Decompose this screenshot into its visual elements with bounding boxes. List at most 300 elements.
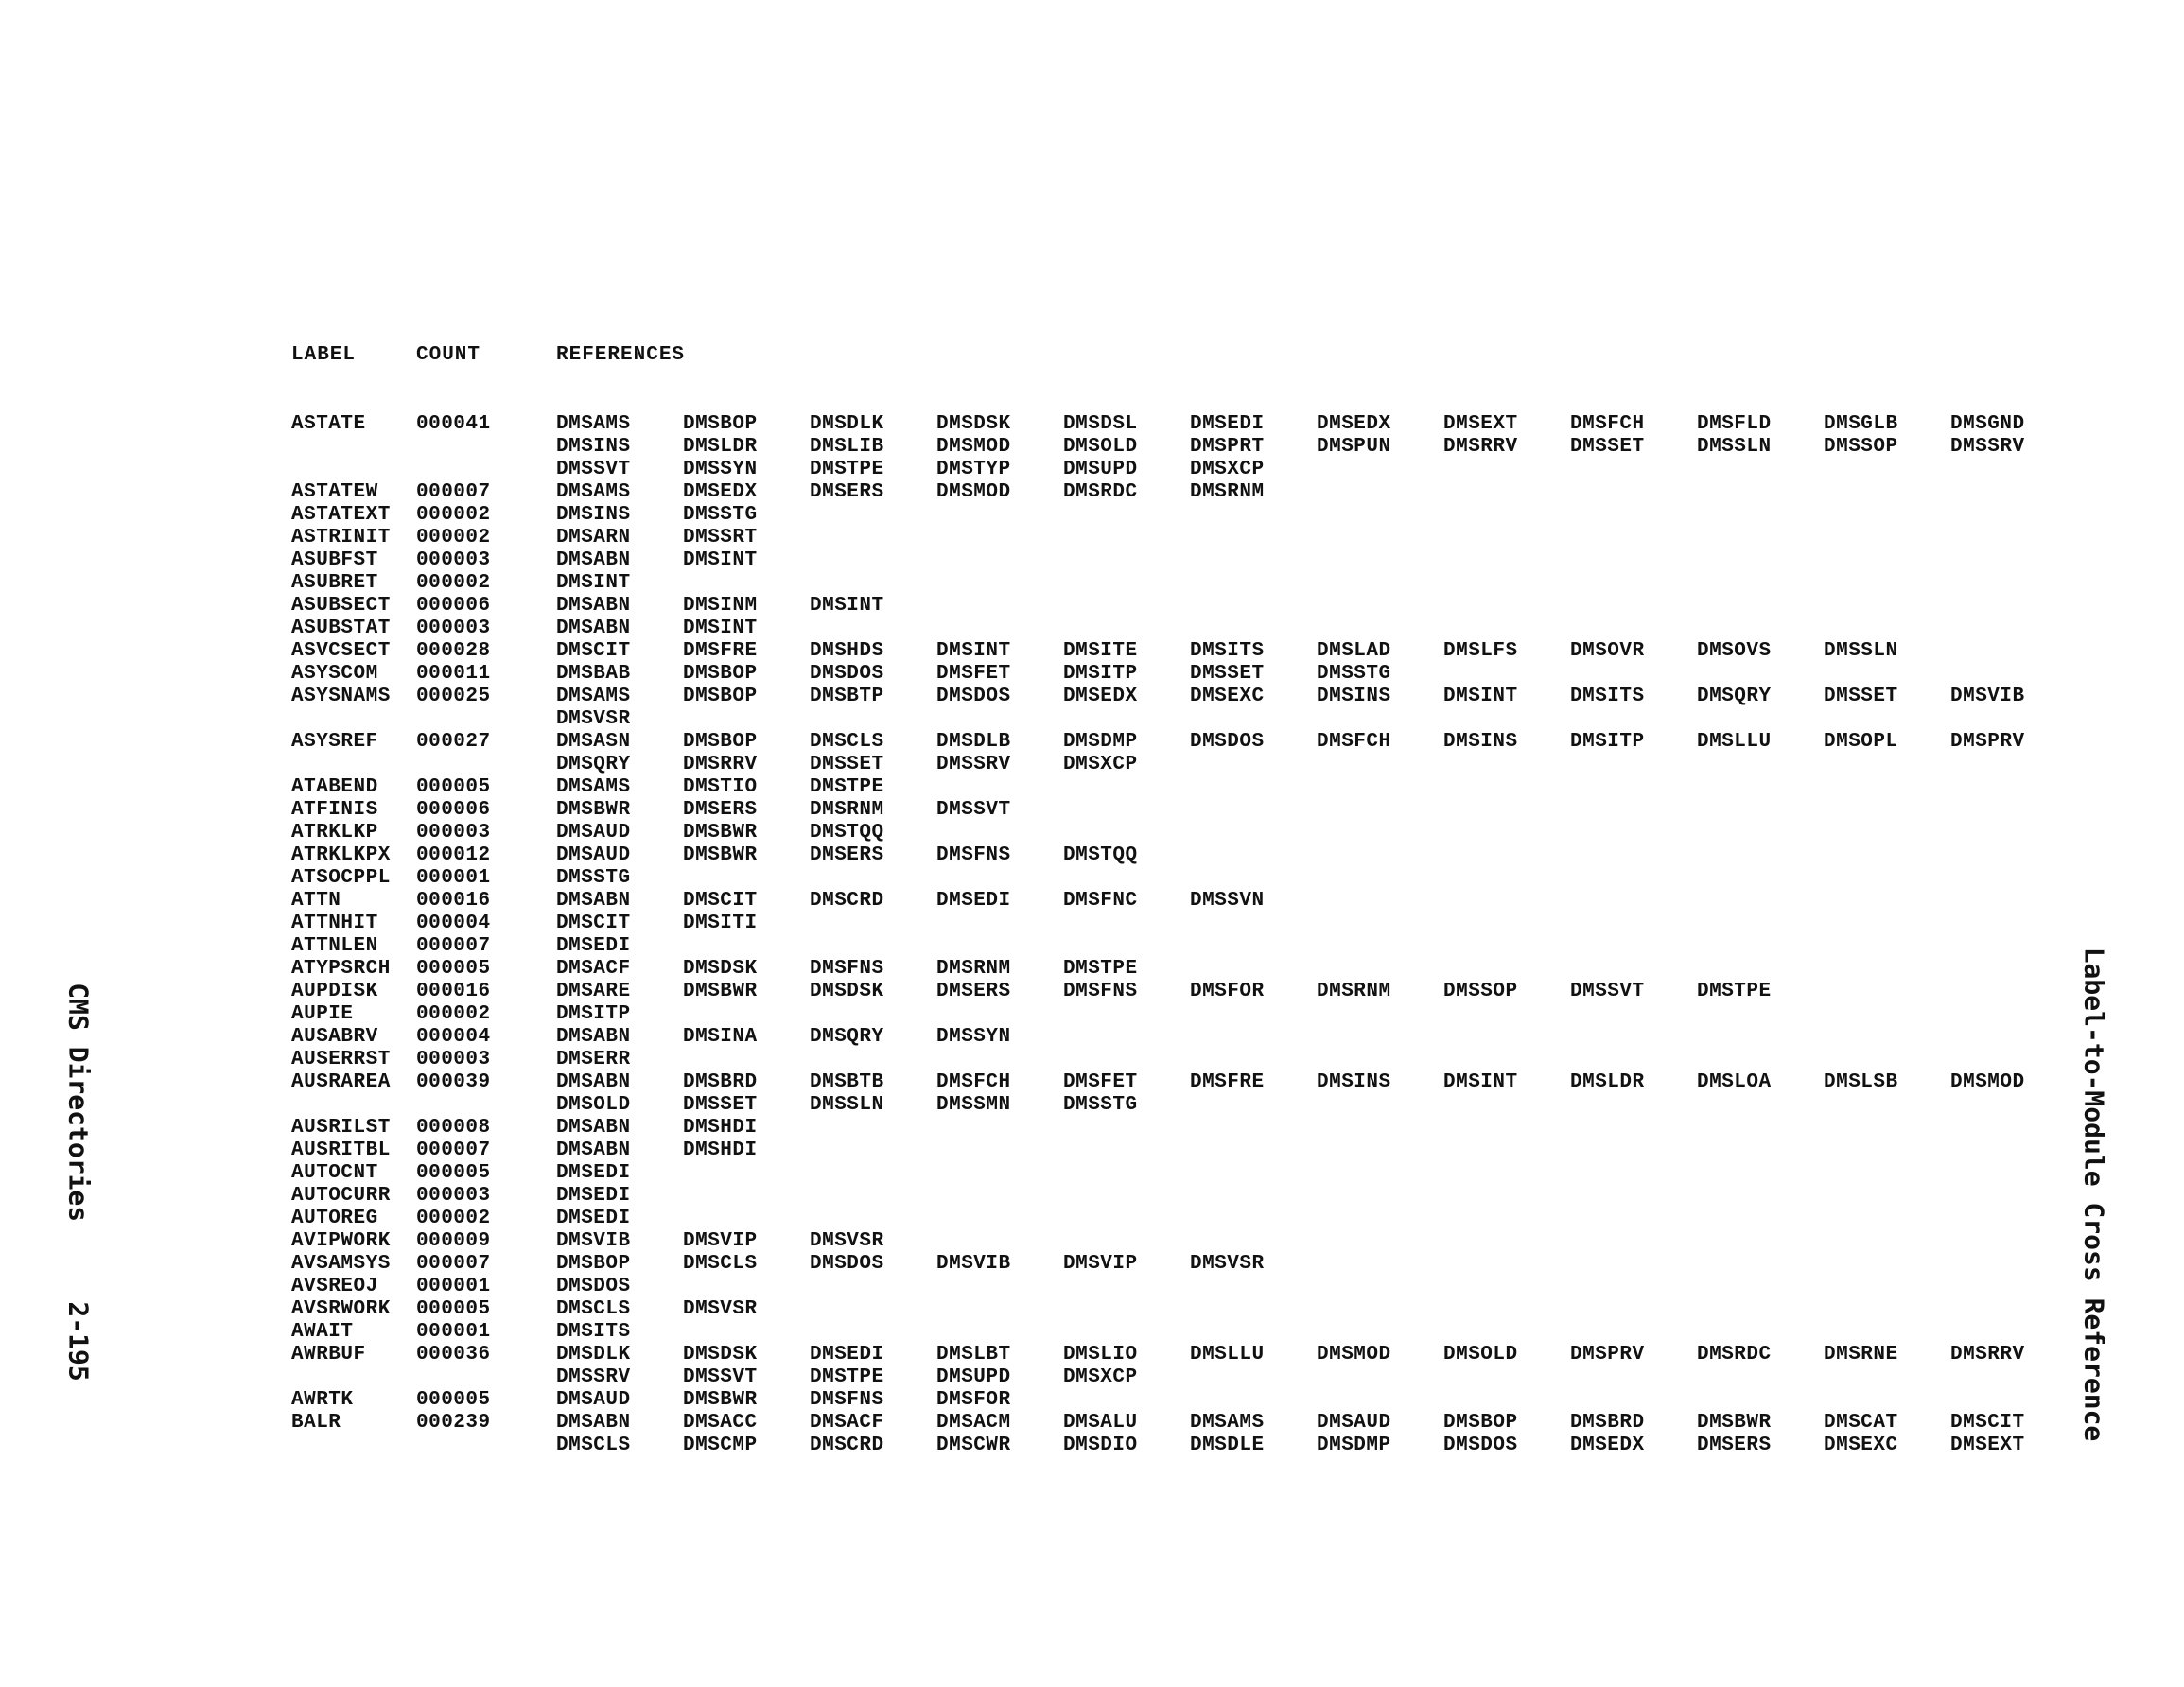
label-cell: ASUBSTAT [291,617,391,639]
label-cell: AUTOCURR [291,1185,391,1207]
table-row [0,1321,2184,1344]
label-cell: ATTNLEN [291,935,378,957]
reference-cell: DMSDMP [1317,1435,1391,1456]
reference-cell: DMSEDI [936,890,1011,912]
reference-cell: DMSALU [1063,1412,1138,1434]
reference-cell: DMSSET [1570,436,1645,458]
reference-cell: DMSFNS [1063,981,1138,1002]
label-cell: ASVCSECT [291,640,391,662]
count-cell: 000006 [416,799,491,821]
reference-cell: DMSTPE [810,776,884,798]
reference-cell: DMSDIO [1063,1435,1138,1456]
reference-cell: DMSEDI [556,1162,631,1184]
table-row [0,1162,2184,1185]
reference-cell: DMSBOP [683,413,758,435]
reference-cell: DMSUPD [1063,459,1138,480]
table-row [0,1389,2184,1412]
reference-cell: DMSEDX [683,481,758,503]
reference-cell: DMSXCP [1063,754,1138,775]
reference-cell: DMSFNS [936,844,1011,866]
reference-cell: DMSRNM [936,958,1011,980]
reference-cell: DMSSTG [683,504,758,526]
reference-cell: DMSABN [556,1117,631,1139]
reference-cell: DMSOLD [556,1094,631,1116]
table-row [0,1185,2184,1208]
table-row [0,1276,2184,1298]
reference-cell: DMSDLB [936,731,1011,753]
table-row [0,1049,2184,1071]
reference-cell: DMSLIB [810,436,884,458]
count-cell: 000016 [416,981,491,1002]
reference-cell: DMSEDI [556,1208,631,1229]
label-cell: ATTN [291,890,341,912]
reference-cell: DMSFOR [936,1389,1011,1411]
reference-cell: DMSCLS [810,731,884,753]
label-cell: AUTOREG [291,1208,378,1229]
label-cell: AVSRWORK [291,1298,391,1320]
table-row [0,527,2184,549]
reference-cell: DMSUPD [936,1366,1011,1388]
table-row [0,890,2184,913]
reference-cell: DMSINM [683,595,758,617]
reference-cell: DMSLSB [1824,1071,1898,1093]
reference-cell: DMSABN [556,549,631,571]
reference-cell: DMSMOD [936,436,1011,458]
reference-cell: DMSVIB [556,1230,631,1252]
label-cell: ATFINIS [291,799,378,821]
count-cell: 000002 [416,572,491,594]
reference-cell: DMSRNE [1824,1344,1898,1365]
reference-cell: DMSERS [810,481,884,503]
reference-cell: DMSCIT [556,640,631,662]
reference-cell: DMSAMS [556,413,631,435]
reference-cell: DMSQRY [556,754,631,775]
reference-cell: DMSSET [683,1094,758,1116]
reference-cell: DMSOVR [1570,640,1645,662]
reference-cell: DMSSLN [810,1094,884,1116]
reference-cell: DMSTPE [810,459,884,480]
reference-cell: DMSLLU [1190,1344,1265,1365]
reference-cell: DMSERS [936,981,1011,1002]
reference-cell: DMSITE [1063,640,1138,662]
label-cell: AWRTK [291,1389,354,1411]
label-cell: ATYPSRCH [291,958,391,980]
table-row [0,1003,2184,1026]
label-cell: ASYSNAMS [291,686,391,707]
count-cell: 000004 [416,1026,491,1048]
reference-cell: DMSAUD [556,822,631,844]
reference-cell: DMSVIB [936,1253,1011,1275]
reference-cell: DMSDSL [1063,413,1138,435]
reference-cell: DMSSET [1190,663,1265,685]
count-cell: 000003 [416,549,491,571]
reference-cell: DMSFNS [810,958,884,980]
count-cell: 000012 [416,844,491,866]
reference-cell: DMSSVN [1190,890,1265,912]
table-row [0,708,2184,731]
reference-cell: DMSBAB [556,663,631,685]
reference-cell: DMSBOP [683,663,758,685]
reference-cell: DMSEXC [1190,686,1265,707]
table-row [0,1253,2184,1276]
label-cell: ASTATEXT [291,504,391,526]
reference-cell: DMSACC [683,1412,758,1434]
reference-cell: DMSCIT [556,913,631,934]
reference-cell: DMSDOS [936,686,1011,707]
reference-cell: DMSBWR [683,844,758,866]
reference-cell: DMSRRV [1443,436,1518,458]
table-row [0,549,2184,572]
reference-cell: DMSABN [556,617,631,639]
count-cell: 000025 [416,686,491,707]
reference-cell: DMSSVT [683,1366,758,1388]
reference-cell: DMSRRV [1950,1344,2025,1365]
reference-cell: DMSCRD [810,1435,884,1456]
table-row [0,504,2184,527]
count-cell: 000001 [416,1276,491,1297]
table-row [0,935,2184,958]
table-row [0,572,2184,595]
label-cell: ASTRINIT [291,527,391,548]
label-cell: ASUBFST [291,549,378,571]
reference-cell: DMSARE [556,981,631,1002]
reference-cell: DMSQRY [810,1026,884,1048]
reference-cell: DMSGLB [1824,413,1898,435]
reference-cell: DMSINS [556,436,631,458]
reference-cell: DMSINT [683,549,758,571]
count-cell: 000008 [416,1117,491,1139]
count-cell: 000041 [416,413,491,435]
table-row [0,1071,2184,1094]
reference-cell: DMSFOR [1190,981,1265,1002]
reference-cell: DMSLOA [1697,1071,1772,1093]
reference-cell: DMSVIP [683,1230,758,1252]
reference-cell: DMSTYP [936,459,1011,480]
reference-cell: DMSPUN [1317,436,1391,458]
label-cell: AUSRILST [291,1117,391,1139]
reference-cell: DMSFCH [1317,731,1391,753]
reference-cell: DMSDOS [810,663,884,685]
reference-cell: DMSINT [1443,686,1518,707]
reference-cell: DMSCIT [683,890,758,912]
label-cell: AVSAMSYS [291,1253,391,1275]
reference-cell: DMSTQQ [810,822,884,844]
label-cell: AWRBUF [291,1344,366,1365]
count-cell: 000005 [416,1162,491,1184]
count-cell: 000002 [416,1208,491,1229]
reference-cell: DMSMOD [1317,1344,1391,1365]
reference-cell: DMSFNS [810,1389,884,1411]
table-row [0,754,2184,776]
reference-cell: DMSOLD [1063,436,1138,458]
label-cell: BALR [291,1412,341,1434]
table-row [0,413,2184,436]
reference-cell: DMSRNM [1317,981,1391,1002]
reference-cell: DMSDLK [556,1344,631,1365]
table-row [0,1298,2184,1321]
reference-cell: DMSSOP [1824,436,1898,458]
reference-cell: DMSEDX [1570,1435,1645,1456]
label-cell: ASUBRET [291,572,378,594]
reference-cell: DMSRRV [683,754,758,775]
reference-cell: DMSTPE [810,1366,884,1388]
reference-cell: DMSDOS [1443,1435,1518,1456]
reference-cell: DMSDMP [1063,731,1138,753]
reference-cell: DMSINS [1317,1071,1391,1093]
table-row [0,1117,2184,1139]
label-cell: AUPIE [291,1003,354,1025]
reference-cell: DMSERS [1697,1435,1772,1456]
label-cell: ASUBSECT [291,595,391,617]
reference-cell: DMSABN [556,595,631,617]
count-cell: 000003 [416,1049,491,1070]
reference-cell: DMSLBT [936,1344,1011,1365]
reference-cell: DMSERS [683,799,758,821]
reference-cell: DMSSVT [936,799,1011,821]
reference-cell: DMSHDS [810,640,884,662]
count-cell: 000003 [416,617,491,639]
reference-cell: DMSSTG [1063,1094,1138,1116]
count-cell: 000005 [416,1389,491,1411]
table-row [0,822,2184,844]
reference-cell: DMSCWR [936,1435,1011,1456]
label-cell: AVSREOJ [291,1276,378,1297]
reference-cell: DMSSTG [1317,663,1391,685]
table-row [0,436,2184,459]
label-cell: ATSOCPPL [291,867,391,889]
table-row [0,1435,2184,1457]
reference-cell: DMSAMS [556,481,631,503]
count-cell: 000005 [416,776,491,798]
table-row [0,1139,2184,1162]
count-cell: 000007 [416,481,491,503]
reference-cell: DMSOVS [1697,640,1772,662]
table-row [0,595,2184,617]
reference-cell: DMSARN [556,527,631,548]
table-row [0,958,2184,981]
label-cell: AVIPWORK [291,1230,391,1252]
reference-cell: DMSGND [1950,413,2025,435]
reference-cell: DMSINT [683,617,758,639]
count-cell: 000002 [416,527,491,548]
reference-cell: DMSFET [1063,1071,1138,1093]
reference-cell: DMSFCH [936,1071,1011,1093]
reference-cell: DMSLLU [1697,731,1772,753]
reference-cell: DMSITS [556,1321,631,1343]
count-cell: 000005 [416,1298,491,1320]
table-row [0,459,2184,481]
reference-cell: DMSEDI [1190,413,1265,435]
reference-cell: DMSLDR [1570,1071,1645,1093]
reference-cell: DMSSLN [1824,640,1898,662]
reference-cell: DMSDSK [683,1344,758,1365]
reference-cell: DMSEXT [1443,413,1518,435]
reference-cell: DMSSVT [1570,981,1645,1002]
reference-cell: DMSFRE [683,640,758,662]
reference-cell: DMSACF [810,1412,884,1434]
reference-cell: DMSERR [556,1049,631,1070]
reference-cell: DMSBRD [1570,1412,1645,1434]
cross-reference-table [0,413,2184,1457]
reference-cell: DMSPRV [1950,731,2025,753]
reference-cell: DMSDSK [810,981,884,1002]
reference-cell: DMSDSK [683,958,758,980]
count-cell: 000003 [416,822,491,844]
reference-cell: DMSACM [936,1412,1011,1434]
reference-cell: DMSBOP [683,686,758,707]
reference-cell: DMSBWR [556,799,631,821]
label-cell: ASYSREF [291,731,378,753]
reference-cell: DMSXCP [1063,1366,1138,1388]
count-cell: 000028 [416,640,491,662]
table-row [0,1412,2184,1435]
reference-cell: DMSERS [810,844,884,866]
reference-cell: DMSBWR [683,1389,758,1411]
reference-cell: DMSHDI [683,1117,758,1139]
reference-cell: DMSSRV [1950,436,2025,458]
reference-cell: DMSDSK [936,413,1011,435]
reference-cell: DMSINT [936,640,1011,662]
reference-cell: DMSRNM [1190,481,1265,503]
reference-cell: DMSPRV [1570,1344,1645,1365]
reference-cell: DMSINT [556,572,631,594]
header-count: COUNT [416,344,481,366]
reference-cell: DMSABN [556,1139,631,1161]
reference-cell: DMSSRT [683,527,758,548]
reference-cell: DMSABN [556,1071,631,1093]
table-row [0,1208,2184,1230]
reference-cell: DMSSRV [556,1366,631,1388]
reference-cell: DMSRDC [1063,481,1138,503]
reference-cell: DMSOPL [1824,731,1898,753]
table-row [0,1366,2184,1389]
reference-cell: DMSEDI [556,935,631,957]
reference-cell: DMSINT [1443,1071,1518,1093]
reference-cell: DMSBWR [1697,1412,1772,1434]
reference-cell: DMSITP [556,1003,631,1025]
reference-cell: DMSBOP [556,1253,631,1275]
reference-cell: DMSDOS [556,1276,631,1297]
reference-cell: DMSFET [936,663,1011,685]
label-cell: ATABEND [291,776,378,798]
label-cell: AUSRAREA [291,1071,391,1093]
reference-cell: DMSEDI [556,1185,631,1207]
label-cell: ATRKLKPX [291,844,391,866]
reference-cell: DMSHDI [683,1139,758,1161]
header-references: REFERENCES [556,344,686,366]
table-row [0,799,2184,822]
reference-cell: DMSVSR [683,1298,758,1320]
label-cell: ASTATEW [291,481,378,503]
reference-cell: DMSMOD [1950,1071,2025,1093]
reference-cell: DMSABN [556,1412,631,1434]
table-row [0,776,2184,799]
count-cell: 000011 [416,663,491,685]
reference-cell: DMSABN [556,890,631,912]
reference-cell: DMSAUD [556,844,631,866]
count-cell: 000002 [416,1003,491,1025]
table-row [0,1094,2184,1117]
table-row [0,481,2184,504]
table-row [0,686,2184,708]
count-cell: 000036 [416,1344,491,1365]
label-cell: AUSABRV [291,1026,378,1048]
reference-cell: DMSSRV [936,754,1011,775]
label-cell: AUSRITBL [291,1139,391,1161]
reference-cell: DMSABN [556,1026,631,1048]
label-cell: AUPDISK [291,981,378,1002]
reference-cell: DMSBOP [1443,1412,1518,1434]
label-cell: ATRKLKP [291,822,378,844]
table-row [0,617,2184,640]
reference-cell: DMSAUD [556,1389,631,1411]
count-cell: 000039 [416,1071,491,1093]
reference-cell: DMSSET [810,754,884,775]
reference-cell: DMSVSR [810,1230,884,1252]
reference-cell: DMSBWR [683,981,758,1002]
reference-cell: DMSBRD [683,1071,758,1093]
reference-cell: DMSCAT [1824,1412,1898,1434]
reference-cell: DMSCLS [683,1253,758,1275]
reference-cell: DMSFRE [1190,1071,1265,1093]
reference-cell: DMSRDC [1697,1344,1772,1365]
count-cell: 000016 [416,890,491,912]
reference-cell: DMSACF [556,958,631,980]
reference-cell: DMSITP [1063,663,1138,685]
count-cell: 000009 [416,1230,491,1252]
table-row [0,981,2184,1003]
reference-cell: DMSINS [1443,731,1518,753]
count-cell: 000027 [416,731,491,753]
reference-cell: DMSITP [1570,731,1645,753]
count-cell: 000005 [416,958,491,980]
table-row [0,1026,2184,1049]
table-row [0,1344,2184,1366]
reference-cell: DMSINS [1317,686,1391,707]
reference-cell: DMSITS [1570,686,1645,707]
count-cell: 000001 [416,1321,491,1343]
reference-cell: DMSINS [556,504,631,526]
reference-cell: DMSEDI [810,1344,884,1365]
reference-cell: DMSSOP [1443,981,1518,1002]
count-cell: 000007 [416,935,491,957]
reference-cell: DMSOLD [1443,1344,1518,1365]
reference-cell: DMSSET [1824,686,1898,707]
reference-cell: DMSEDX [1317,413,1391,435]
reference-cell: DMSFNC [1063,890,1138,912]
reference-cell: DMSSYN [936,1026,1011,1048]
reference-cell: DMSINT [810,595,884,617]
table-row [0,1230,2184,1253]
table-row [0,913,2184,935]
reference-cell: DMSFCH [1570,413,1645,435]
reference-cell: DMSBTP [810,686,884,707]
reference-cell: DMSQRY [1697,686,1772,707]
reference-cell: DMSSTG [556,867,631,889]
reference-cell: DMSXCP [1190,459,1265,480]
label-cell: ATTNHIT [291,913,378,934]
count-cell: 000239 [416,1412,491,1434]
reference-cell: DMSBOP [683,731,758,753]
reference-cell: DMSVSR [556,708,631,730]
label-cell: ASYSCOM [291,663,378,685]
reference-cell: DMSTIO [683,776,758,798]
table-row [0,663,2184,686]
reference-cell: DMSASN [556,731,631,753]
reference-cell: DMSLDR [683,436,758,458]
label-cell: AUSERRST [291,1049,391,1070]
reference-cell: DMSAMS [556,686,631,707]
